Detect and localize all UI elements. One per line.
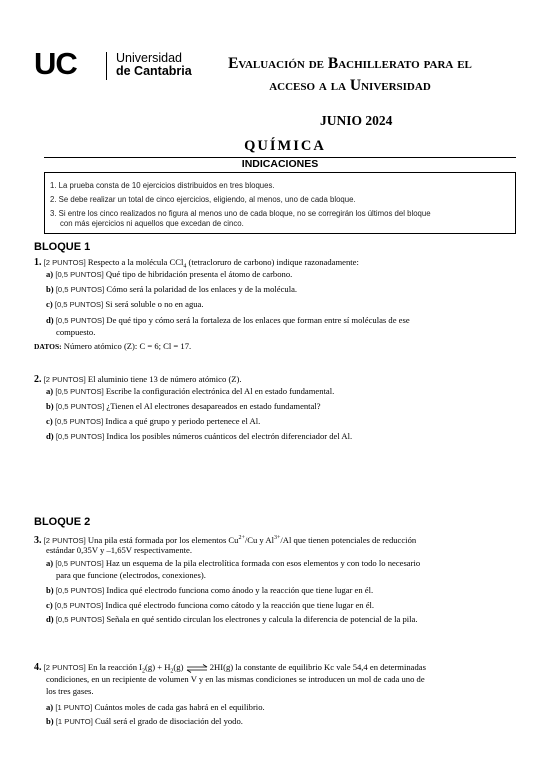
question-1-data: DATOS: Número atómico (Z): C = 6; Cl = 17. (34, 341, 192, 351)
question-1-stem: 1. [2 PUNTOS] Respecto a la molécula CCl$_4$ (tetracloruro de carbono) indique razonadamente: (34, 257, 359, 270)
question-2b: b) [0,5 PUNTOS] ¿Tienen el Al electrones desapareados en estado fundamental? (46, 401, 321, 411)
question-3b: b) [0,5 PUNTOS] Indica qué electrodo funciona como ánodo y la reacción que tiene lugar en él. (46, 585, 374, 595)
exam-title-line2: acceso a la Universidad (269, 77, 431, 94)
question-4-stem: 4. [2 PUNTOS] En la reacción $I_2(g) + H_2(g)$ 2HI(g) la constante de equilibrio Kc vale 54,4 en determinadas (34, 662, 426, 675)
question-3a-cont: para que funcione (electrodos, conexiones). (56, 570, 206, 580)
question-2c: c) [0,5 PUNTOS] Indica a qué grupo y periodo pertenece el Al. (46, 416, 261, 426)
logo-line2: de Cantabria (116, 64, 192, 78)
equilibrium-arrow-icon (186, 664, 208, 673)
exam-date: JUNIO 2024 (320, 113, 393, 128)
instruction-2: 2. Se debe realizar un total de cinco ejercicios, eligiendo, al menos, uno de cada bloque. (50, 195, 356, 204)
block-2-title: BLOQUE 2 (34, 516, 91, 528)
question-1c: c) [0,5 PUNTOS] Si será soluble o no en agua. (46, 299, 204, 309)
question-4a: a) [1 PUNTO] Cuántos moles de cada gas habrá en el equilibrio. (46, 702, 265, 712)
logo-divider (106, 52, 107, 80)
question-4b: b) [1 PUNTO] Cuál será el grado de disociación del yodo. (46, 716, 243, 726)
exam-title-line1: Evaluación de Bachillerato para el (228, 55, 472, 72)
block-1-title: BLOQUE 1 (34, 241, 91, 253)
question-2d: d) [0,5 PUNTOS] Indica los posibles números cuánticos del electrón diferenciador del Al. (46, 431, 353, 441)
question-3d: d) [0,5 PUNTOS] Señala en qué sentido circulan los electrones y calcula la diferencia de potencial de la pila. (46, 614, 418, 624)
instruction-3: 3. Si entre los cinco realizados no figura al menos uno de cada bloque, no se corregirán los últimos del bloque (50, 209, 431, 218)
subject-title: QUÍMICA (244, 138, 326, 154)
question-1b: b) [0,5 PUNTOS] Cómo será la polaridad de los enlaces y de la molécula. (46, 284, 298, 294)
instructions-title: INDICACIONES (241, 158, 319, 170)
question-3-stem: 3. [2 PUNTOS] Una pila está formada por los elementos $Cu^{2+}/Cu$ y $Al^{3+}/Al$ que tienen potenciales de reducción (34, 534, 417, 546)
question-2a: a) [0,5 PUNTOS] Escribe la configuración electrónica del Al en estado fundamental. (46, 386, 335, 396)
question-4-stem-cont2: los tres gases. (46, 686, 94, 696)
question-3a: a) [0,5 PUNTOS] Haz un esquema de la pila electrolítica formada con esos elementos y con todo lo necesario (46, 558, 421, 568)
question-3c: c) [0,5 PUNTOS] Indica qué electrodo funciona como cátodo y la reacción que tiene lugar en él. (46, 600, 375, 610)
university-name (116, 52, 192, 78)
question-1d: d) [0,5 PUNTOS] De qué tipo y cómo será la fortaleza de los enlaces que forman entre sí moléculas de ese (46, 315, 410, 325)
instruction-3-cont: con más ejercicios ni aquellos que excedan de cinco. (60, 219, 244, 228)
instruction-1: 1. La prueba consta de 10 ejercicios distribuidos en tres bloques. (50, 181, 275, 190)
question-4-stem-cont1: condiciones, en un recipiente de volumen V y en las mismas condiciones se introducen un mol de cada uno de (46, 674, 425, 684)
question-1a: a) [0,5 PUNTOS] Qué tipo de hibridación presenta el átomo de carbono. (46, 269, 293, 279)
question-3-stem-cont: estándar 0,35V y –1,65V respectivamente. (46, 545, 192, 555)
logo-line1: Universidad (116, 51, 183, 65)
logo-mark: UC (34, 46, 77, 81)
question-1d-cont: compuesto. (56, 327, 96, 337)
question-2-stem: 2. [2 PUNTOS] El aluminio tiene 13 de número atómico (Z). (34, 374, 242, 385)
